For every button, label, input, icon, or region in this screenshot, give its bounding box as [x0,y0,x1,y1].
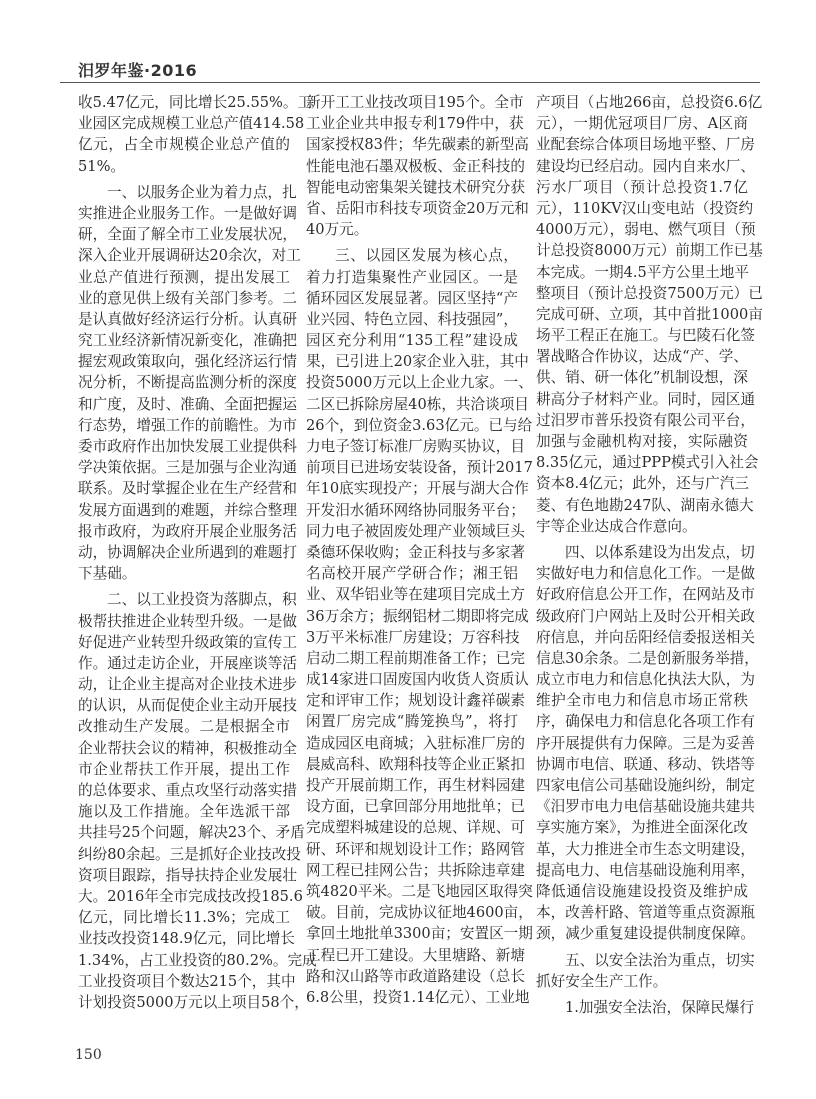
text-line: 8.35亿元，通过PPP模式引入社会 [536,454,759,472]
text-column-1 [78,92,317,1018]
text-line: 五、以安全法治为重点，切实 [565,951,755,969]
text-line: 握宏观政策取向，强化经济运行情 [78,353,297,371]
text-line: 深入企业开展调研达20余次，对工 [78,247,301,265]
text-line: 委市政府作出加快发展工业提供科 [78,438,297,455]
paragraph [536,542,759,945]
text-line: 智能电动密集架关键技术研究分获 [306,178,525,196]
text-line: 过汨罗市普乐投资有限公司平台， [536,411,755,429]
text-line: 本，改善杆路、管道等重点资源瓶 [536,904,755,922]
paragraph [306,245,533,1008]
text-line: 工业投资项目个数达215个，其中 [78,972,296,990]
text-line: 加强与金融机构对接，实际融资 [536,433,748,450]
text-line: 造成园区电商城；入驻标准厂房的 [306,734,525,752]
text-line: 投产开展前期工作，再生材料园建 [306,777,525,794]
text-line: 下基础。 [78,565,137,583]
text-line: 同力电子被固废处理产业领域巨头 [306,522,525,540]
text-line: 果，已引进上20家企业入驻，其中 [306,353,529,371]
text-line: 着力打造集聚性产业园区。一是 [306,268,518,286]
header-divider [60,82,760,83]
text-line: 大。2016年全市完成技改投185.6 [78,887,303,905]
text-line: 好政府信息公开工作，在网站及市 [536,586,755,604]
text-line: 启动二期工程前期准备工作；已完 [306,649,525,667]
text-line: 本完成。一期4.5平方公里土地平 [536,263,749,281]
text-line: 新开工工业技改项目195个。全市 [306,94,524,111]
paragraph [536,950,755,992]
text-line: 性能电池石墨双极板、金正科技的 [306,157,525,175]
text-line: 园区充分利用“135工程”建设成 [306,332,518,350]
text-line: 收5.47亿元，同比增长25.55%。工 [78,94,313,111]
text-line: 建设均已经启动。园内自来水厂、 [536,157,755,175]
text-line: 循环园区发展显著。园区坚持“产 [306,289,518,307]
paragraph [306,92,529,240]
paragraph [536,92,763,537]
text-line: 和广度，及时、准确、全面把握运 [78,395,297,413]
text-line: 元），一期优冠项目厂房、A区商 [536,115,748,133]
text-line: 前项目已进场安装设备，预计2017 [306,459,533,477]
text-line: 元），110KV汉山变电站（投资约 [536,199,754,217]
text-line: 的总体要求、重点攻坚行动落实措 [78,782,297,799]
text-line: 研、环评和规划设计工作；路网管 [306,840,525,858]
text-line: 1.34%，占工业投资的80.2%。完成 [78,951,317,969]
text-line: 二区已拆除房屋40栋，共洽谈项目 [306,395,529,413]
text-line: 署战略合作协议，达成“产、学、 [536,348,748,366]
text-line: 颈，减少重复建设提供制度保障。 [536,925,755,943]
text-line: 实做好电力和信息化工作。一是做 [536,565,755,583]
text-line: 作。通过走访企业，开展座谈等活 [78,654,297,672]
text-line: 维护全市电力和信息市场正常秩 [536,692,748,710]
text-line: 定和评审工作；规划设计鑫祥碳素 [306,692,525,710]
text-line: 26个，到位资金3.63亿元。已与给 [306,416,533,434]
paragraph [536,997,755,1018]
text-line: 工程已开工建设。大里塘路、新塘 [306,946,525,964]
running-header-title: 汨罗年鉴·2016 [78,61,198,80]
text-line: 施以及工作措施。全年选派干部 [78,803,290,821]
text-line: 序，确保电力和信息化各项工作有 [536,713,755,731]
text-line: 桑德环保收购；金正科技与多家著 [306,543,525,561]
text-column-2 [306,92,533,1013]
text-line: 完成可研、立项，其中首批1000亩 [536,305,763,323]
paragraph [78,92,313,177]
text-line: 业总产值进行预测，提出发展工 [78,268,290,286]
text-line: 报市政府，为政府开展企业服务活 [78,522,297,540]
text-line: 开发汨水循环网络协同服务平台； [306,501,525,519]
text-line: 6.8公里，投资1.14亿元）、工业地 [306,988,530,1006]
text-line: 闲置厂房完成“腾笼换鸟”，将打 [306,713,518,731]
text-line: 改推动生产发展。二是根据全市 [78,718,290,736]
text-line: 二、以工业投资为落脚点，积 [107,591,297,609]
text-line: 投资5000万元以上企业九家。一、 [306,374,533,392]
text-line: 共挂号25个问题，解决23个、矛盾 [78,824,305,842]
text-line: 抓好安全生产工作。 [536,972,668,990]
text-line: 宇等企业达成合作意向。 [536,517,697,535]
text-line: 动，让企业主提高对企业技术进步 [78,676,297,694]
text-line: 拿回土地批单3300亩；安置区一期 [306,925,533,943]
text-line: 业、双华铝业等在建项目完成土方 [306,586,525,604]
text-line: 享实施方案》，为推进全面深化改 [536,819,748,837]
text-line: 业的意见供上级有关部门参考。二 [78,289,297,307]
text-line: 学决策依据。三是加强与企业沟通 [78,459,297,477]
text-line: 提高电力、电信基础设施利用率， [536,861,755,879]
text-line: 亿元，占全市规模企业总产值的 [78,136,290,154]
text-line: 三、以园区发展为核心点， [335,247,518,265]
text-line: 40万元。 [306,221,369,239]
text-line: 一、以服务企业为着力点，扎 [107,183,297,201]
text-line: 革，大力推进全市生态文明建设， [536,840,755,858]
text-line: 资本8.4亿元；此外，还与广汽三 [536,475,749,493]
text-line: 年10底实现投产；开展与湖大合作 [306,480,529,498]
text-line: 联系。及时掌握企业在生产经营和 [78,480,297,498]
text-line: 业兴园、特色立园、科技强园”， [306,310,518,328]
text-line: 府信息，并向岳阳经信委报送相关 [536,628,755,646]
text-line: 级政府门户网站上及时公开相关政 [536,607,755,625]
text-line: 《汨罗市电力电信基础设施共建共 [536,798,755,816]
text-line: 51%。 [78,157,126,175]
text-line: 况分析，不断提高监测分析的深度 [78,374,297,392]
text-line: 3万平米标准厂房建设；万容科技 [306,628,520,646]
text-line: 筑4820平米。二是飞地园区取得突 [306,882,533,900]
text-line: 网工程已挂网公告；共拆除违章建 [306,861,525,879]
text-line: 菱、有色地勘247队、湖南永德大 [536,496,754,514]
text-line: 省、岳阳市科技专项资金20万元和 [306,199,529,217]
text-line: 36万余方；振纲铝材二期即将完成 [306,607,529,625]
text-line: 实推进企业服务工作。一是做好调 [78,204,297,222]
text-line: 1.加强安全法治，保障民爆行 [565,998,755,1016]
text-line: 供、销、研一体化”机制设想，深 [536,369,748,387]
text-line: 产项目（占地266亩，总投资6.6亿 [536,94,763,111]
text-line: 的认识，从而促使企业主动开展技 [78,697,297,715]
text-line: 业配套综合体项目场地平整、厂房 [536,136,755,154]
text-line: 业园区完成规模工业总产值414.58 [78,115,305,133]
text-line: 4000万元），弱电、燃气项目（预 [536,221,756,239]
paragraph [78,182,301,585]
text-line: 是认真做好经济运行分析。认真研 [78,310,297,328]
text-line: 力电子签订标准厂房购买协议，目 [306,438,525,455]
text-line: 路和汉山路等市政道路建设（总长 [306,967,525,985]
text-line: 好促进产业转型升级政策的宣传工 [78,633,297,651]
text-line: 亿元，同比增长11.3%；完成工 [78,909,290,927]
text-line: 四、以体系建设为出发点，切 [565,543,755,561]
text-line: 行态势，增强工作的前瞻性。为市 [78,416,297,434]
text-line: 信息30余条。二是创新服务举措， [536,649,759,667]
text-line: 成14家进口固废国内收货人资质认 [306,671,529,689]
text-line: 市企业帮扶工作开展，提出工作 [78,760,290,778]
text-line: 纠纷80余起。三是抓好企业技改投 [78,845,301,863]
text-line: 序开展提供有力保障。三是为妥善 [536,734,755,752]
text-line: 究工业经济新情况新变化，准确把 [78,332,297,350]
text-line: 耕高分子材料产业。同时，园区通 [536,390,755,408]
text-column-3 [536,92,763,1023]
text-line: 破。目前，完成协议征地4600亩， [306,904,533,922]
text-line: 发展方面遇到的难题，并综合整理 [78,501,297,519]
text-line: 国家授权83件；华先碳素的新型高 [306,136,529,154]
text-line: 企业帮扶会议的精神，积极推动全 [78,739,297,757]
text-line: 动，协调解决企业所遇到的难题打 [78,543,297,561]
text-line: 降低通信设施建设投资及维护成 [536,882,748,900]
text-line: 晨威高科、欧翔科技等企业正紧扣 [306,755,525,773]
text-line: 污水厂项目（预计总投资1.7亿 [536,178,748,196]
text-line: 四家电信公司基础设施纠纷，制定 [536,777,755,794]
text-line: 协调市电信、联通、移动、铁塔等 [536,755,755,773]
text-line: 极帮扶推进企业转型升级。一是做 [78,612,297,630]
text-line: 完成塑料城建设的总规、详规、可 [306,819,525,837]
text-line: 整项目（预计总投资7500万元）已 [536,284,763,302]
text-line: 工业企业共申报专利179件中，获 [306,115,524,133]
text-line: 资项目跟踪，指导扶持企业发展壮 [78,866,297,884]
text-line: 场平工程正在施工。与巴陵石化签 [536,327,755,345]
text-line: 研，全面了解全市工业发展状况， [78,226,297,244]
text-line: 计划投资5000万元以上项目58个， [78,993,309,1011]
paragraph [78,589,317,1013]
page-number: 150 [75,1047,102,1063]
text-line: 计总投资8000万元）前期工作已基 [536,242,763,260]
text-line: 成立市电力和信息化执法大队，为 [536,671,755,689]
text-line: 名高校开展产学研合作；湘王铝 [306,565,518,583]
text-line: 设方面，已拿回部分用地批单；已 [306,798,525,816]
text-line: 业技改投资148.9亿元，同比增长 [78,930,295,948]
